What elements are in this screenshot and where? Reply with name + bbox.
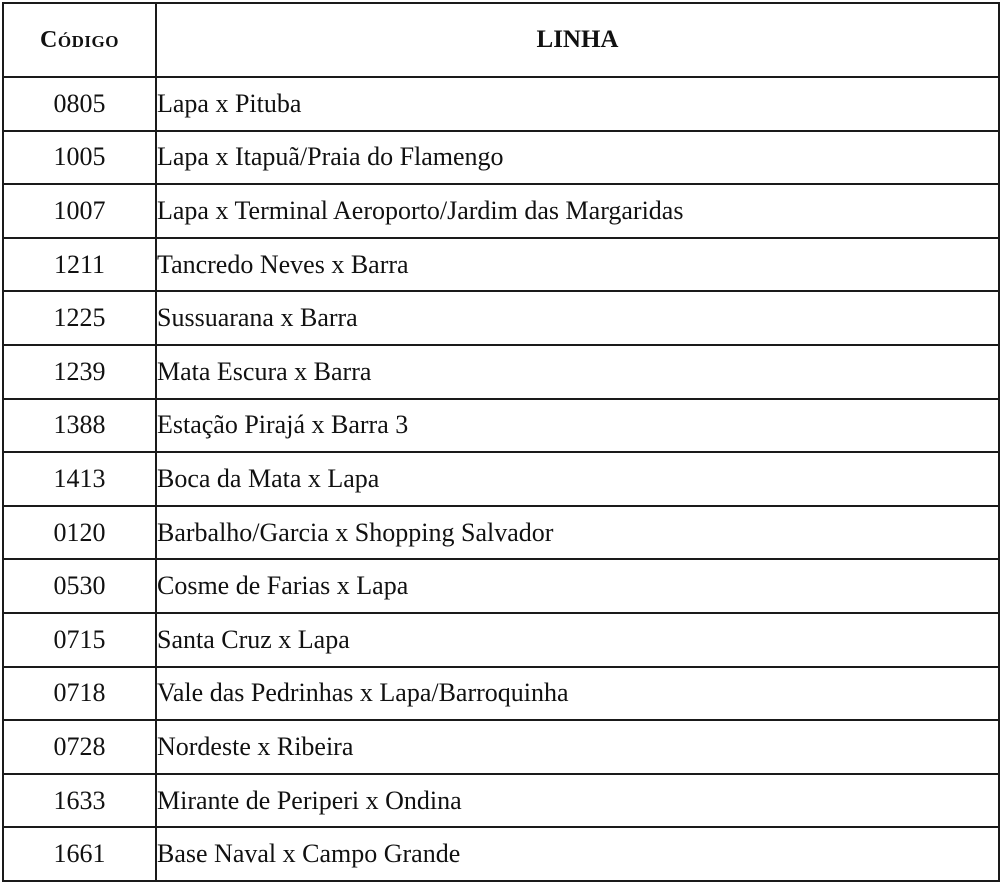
cell-line: Mirante de Periperi x Ondina <box>156 774 999 828</box>
table-row <box>3 827 999 881</box>
cell-line: Sussuarana x Barra <box>156 291 999 345</box>
table-row <box>3 559 999 613</box>
cell-line: Lapa x Pituba <box>156 77 999 131</box>
table-row <box>3 667 999 721</box>
cell-code: 0715 <box>3 613 156 667</box>
table-row <box>3 345 999 399</box>
table-row <box>3 184 999 238</box>
cell-code: 1388 <box>3 399 156 453</box>
header-code: Código <box>3 3 156 77</box>
cell-code: 1005 <box>3 131 156 185</box>
cell-line: Tancredo Neves x Barra <box>156 238 999 292</box>
header-line: LINHA <box>156 3 999 77</box>
table-row <box>3 613 999 667</box>
cell-line: Vale das Pedrinhas x Lapa/Barroquinha <box>156 667 999 721</box>
cell-code: 0805 <box>3 77 156 131</box>
cell-line: Nordeste x Ribeira <box>156 720 999 774</box>
table-row <box>3 77 999 131</box>
cell-line: Base Naval x Campo Grande <box>156 827 999 881</box>
cell-line: Mata Escura x Barra <box>156 345 999 399</box>
cell-code: 1225 <box>3 291 156 345</box>
cell-code: 1661 <box>3 827 156 881</box>
table-row <box>3 774 999 828</box>
bus-lines-table <box>2 2 1000 882</box>
cell-code: 1007 <box>3 184 156 238</box>
cell-code: 0718 <box>3 667 156 721</box>
table-row <box>3 399 999 453</box>
cell-line: Estação Pirajá x Barra 3 <box>156 399 999 453</box>
cell-code: 0728 <box>3 720 156 774</box>
cell-line: Lapa x Itapuã/Praia do Flamengo <box>156 131 999 185</box>
table-row <box>3 291 999 345</box>
table-row <box>3 131 999 185</box>
cell-code: 0120 <box>3 506 156 560</box>
table-row <box>3 506 999 560</box>
cell-line: Boca da Mata x Lapa <box>156 452 999 506</box>
table-row <box>3 238 999 292</box>
cell-code: 1211 <box>3 238 156 292</box>
cell-line: Barbalho/Garcia x Shopping Salvador <box>156 506 999 560</box>
cell-code: 1239 <box>3 345 156 399</box>
cell-line: Santa Cruz x Lapa <box>156 613 999 667</box>
table-body <box>3 77 999 881</box>
cell-line: Lapa x Terminal Aeroporto/Jardim das Margaridas <box>156 184 999 238</box>
table-header <box>3 3 999 77</box>
cell-code: 1413 <box>3 452 156 506</box>
cell-line: Cosme de Farias x Lapa <box>156 559 999 613</box>
cell-code: 0530 <box>3 559 156 613</box>
table-row <box>3 720 999 774</box>
table-row <box>3 452 999 506</box>
cell-code: 1633 <box>3 774 156 828</box>
header-row <box>3 3 999 77</box>
